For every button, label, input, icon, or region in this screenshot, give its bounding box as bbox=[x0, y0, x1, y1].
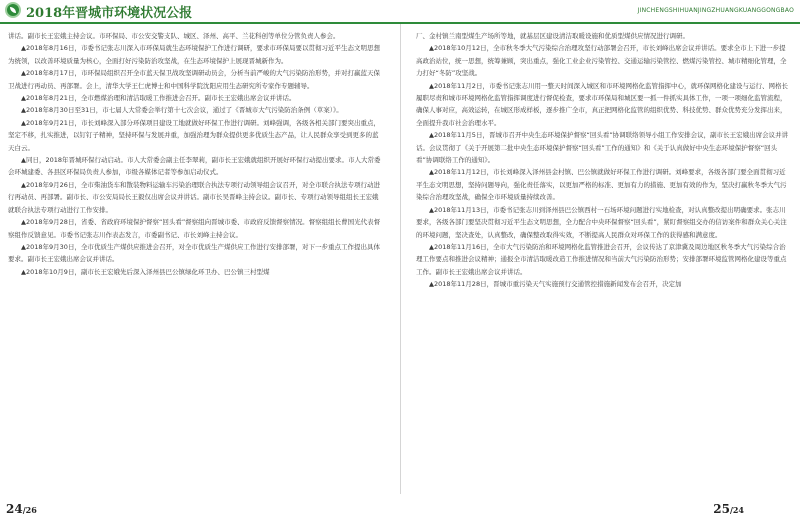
event-paragraph: ▲2018年8月21日，全市燃煤治理和清洁取暖工作推进会召开。副市长王宏娥出席会议并讲话。 bbox=[21, 94, 296, 103]
event-paragraph: ▲2018年9月30日，全市优质生产煤供应推进会召开，对全市优质生产煤供应工作进行安排部署，对下一步重点工作提出具体要求。副市长王宏娥出席会议并讲话。 bbox=[8, 242, 380, 264]
event-paragraph: 讲话。副市长王宏娥主持会议。市环保局、市公安交警支队、城区、泽州、高平、兰花科创等单位分管负责人参会。 bbox=[8, 32, 340, 40]
right-page-number bbox=[713, 498, 744, 517]
report-pinyin-subtitle: JINCHENGSHIHUANJINGZHUANGKUANGGONGBAO bbox=[637, 7, 794, 14]
right-page-column bbox=[416, 30, 789, 498]
event-paragraph: ▲2018年9月26日，全市柴油货车和散装物料运输车污染治理联合执法专项行动领导组会议召开，对全市联合执法专项行动进行再动员、再部署。副市长、市公安局局长王毅仅出席会议并讲话。副市长吴晋峰主持会议。副市长、专项行动领导组组长王宏娥就联合执法专项行动进行工作安排。 bbox=[8, 180, 380, 214]
event-paragraph: ▲2018年8月16日，市委书记张志川深入市环保局就生态环境保护工作进行调研，要求市环保局要以贯彻习近平生态文明思想为统领，以改善环境质量为核心，全面打好污染防治攻坚战，在生态环境保护上展现晋城新作为。 bbox=[8, 44, 380, 65]
page-header bbox=[0, 0, 800, 24]
event-paragraph: ▲2018年11月12日，市长刘峰深入泽州县金村镇、巴公镇就做好环保工作进行调研。刘峰要求，各级各部门要全面贯彻习近平生态文明思想，坚持问题导向，强化责任落实，以更加严格的标准、更加有力的措施、更加有效的作为，坚决打赢秋冬季大气污染综合治理攻坚战，确保全市环境质量持续改善。 bbox=[416, 168, 787, 202]
event-paragraph: ▲2018年11月28日，晋城市重污染天气实施预行交通管控措施新闻发布会召开，决定加 bbox=[429, 280, 682, 289]
report-title: 2018年晋城市环境状况公报 bbox=[26, 6, 193, 21]
bureau-logo-icon bbox=[5, 2, 21, 18]
page-divider bbox=[400, 24, 401, 494]
left-page-column bbox=[8, 30, 381, 498]
left-page-number bbox=[6, 498, 37, 517]
event-paragraph: 厂、金村镇兰南型煤生产场所等地，就基层区建设清洁取暖设施和优质型煤供应情况进行调研。 bbox=[416, 32, 689, 40]
event-paragraph: ▲2018年9月21日，市长刘峰深入部分环保项目建设工地就做好环保工作进行调研。刘峰强调，各级各相关部门要突出重点，坚定不移，扎实推进，以钉钉子精神，坚持环保与发展并重，加强治理为群众提供更多优质生态产品，让人民群众享受到更多的蓝天白云。 bbox=[8, 118, 380, 152]
event-paragraph: ▲2018年11月5日，晋城市召开中央生态环境保护督察“回头看”协调联络领导小组工作安排会议，副市长王宏娥出席会议并讲话。会议贯彻了《关于开展第二批中央生态环境保护督察“回头看”工作的通知》和《关于认真做好中央生态环境保护督察“回头看”协调联络工作的通知》。 bbox=[416, 131, 789, 165]
event-paragraph: ▲2018年11月2日，市委书记张志川用一整天时间深入城区和市环境网格化监管指挥中心，就环保网格化建设与运行、网格长履职尽责和城市环境网格化监管指挥调度进行督促检查，要求市环保局和城区要一抓一件抓实具体工作，一项一项细化监管流程，确保人事对应，高效运转，在城区形成样板，逐步推广全市，真正把网格化监管的组织优势、科技优势、群众优势充分发挥出来，全面提升我市社会治理水平。 bbox=[416, 81, 788, 127]
event-paragraph: ▲2018年10月12日，全市秋冬季大气污染综合治理攻坚行动部署会召开，市长刘峰出席会议并讲话。要求全市上下进一步提高政治站位，统一思想，统筹兼顾，突出重点，强化工业企业污染管控、交通运输污染管控、燃煤污染管控、城市精细化管理，全力打好“冬防”攻坚战。 bbox=[416, 44, 787, 78]
left-page-total: /26 bbox=[22, 505, 37, 515]
left-page-current: 24 bbox=[6, 502, 23, 516]
event-paragraph: ▲2018年10月9日，副市长王宏娥先后深入泽州县巴公镇绿化环卫办、巴公镇三村型煤 bbox=[21, 267, 270, 276]
right-page-total: /24 bbox=[729, 505, 744, 515]
right-page-current: 25 bbox=[713, 502, 730, 516]
event-paragraph: ▲同日，2018年晋城环保行动启动。市人大常委会副主任李翠莉，副市长王宏娥就组织开展好环保行动提出要求。市人大常委会环城建委、各县区环保局负责人参加，市级各媒体记者等参加启动仪式。 bbox=[8, 156, 381, 177]
event-paragraph: ▲2018年11月13日，市委书记张志川到泽州县巴公镇西村一石场环境问题进行实地检查，对认真整改提出明确要求。张志川要求，各级各部门要坚决贯彻习近平生态文明思想，全力配合中央环保督察“回头看”，紧盯督察组交办的信访案件和群众关心关注的环境问题，坚决查处，认真整改，确保整改取得实效，不断提高人民群众对环保工作的获得感和满意度。 bbox=[416, 205, 787, 239]
event-paragraph: ▲2018年8月30日至31日，市七届人大常委会举行第十七次会议，通过了《晋城市大气污染防治条例（草案）》。 bbox=[21, 106, 343, 115]
event-paragraph: ▲2018年8月17日，市环保局组织召开全市蓝天保卫战攻坚调研动员会，分析当前严峻的大气污染防治形势，并对打赢蓝天保卫战进行再动员、再部署。会上，清华大学王仁虎博士和中国科学院沈阳应用生态研究所专家作专题辅导。 bbox=[8, 69, 380, 90]
event-paragraph: ▲2018年11月16日，全市大气污染防治和环境网格化监管推进会召开，会议传达了京津冀及周边地区秋冬季大气污染综合治理工作要点和推进会议精神；通报全市清洁取暖改造工作推进情况和当前大气污染防治形势；安排部署环境监管网格化建设等重点工作。副市长王宏娥出席会议并讲话。 bbox=[416, 242, 787, 276]
event-paragraph: ▲2018年9月28日，省委、省政府环境保护督察“回头看”督察组向晋城市委、市政府反馈督察情况。督察组组长曹国光代表督察组作反馈意见。市委书记张志川作表态发言，市委副书记、市长刘峰主持会议。 bbox=[8, 218, 381, 239]
